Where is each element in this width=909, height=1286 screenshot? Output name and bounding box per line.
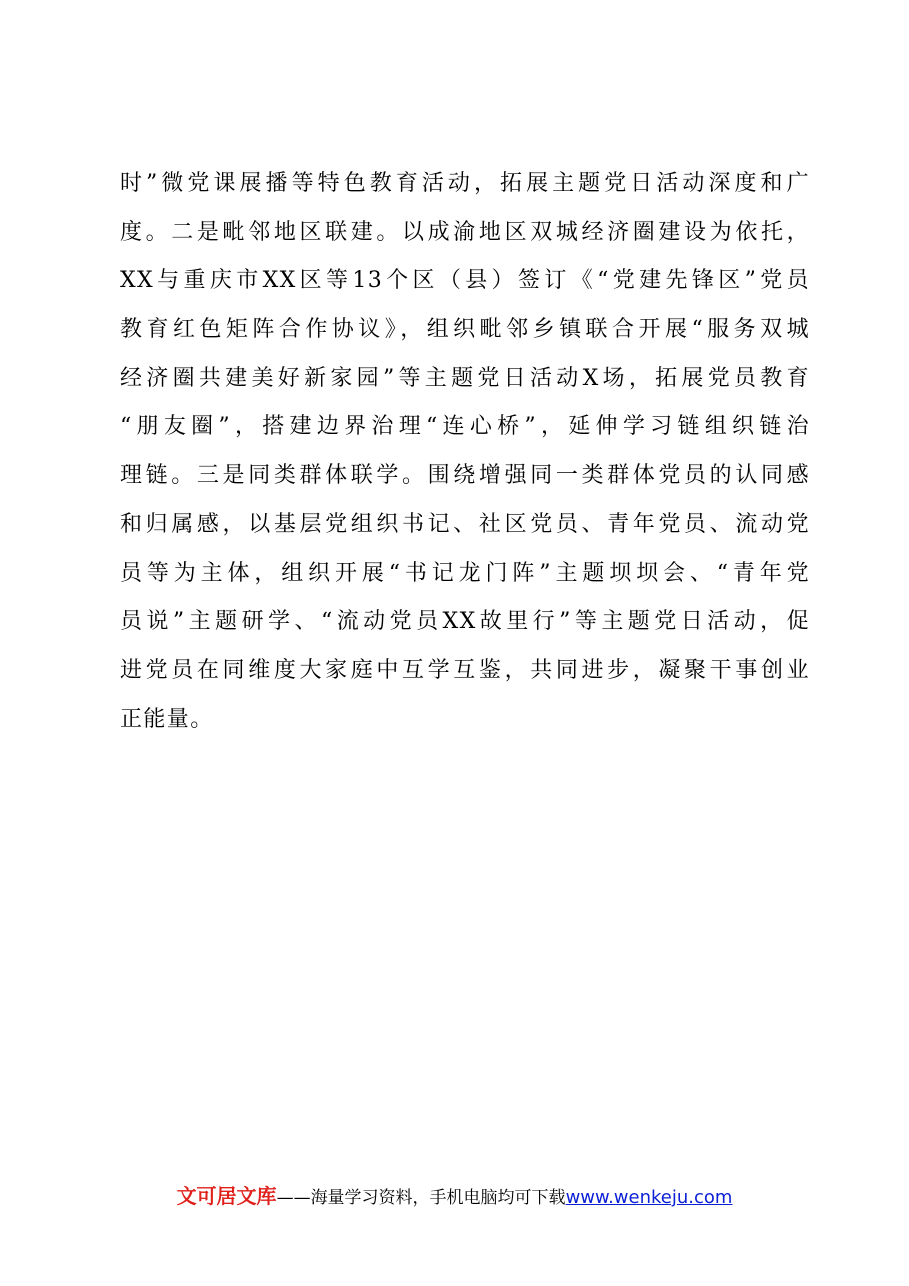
- text-line-12: 正能量。: [120, 706, 214, 732]
- text-line-2: 度。二是毗邻地区联建。以成渝地区双城经济圈建设为依托，: [120, 219, 810, 245]
- text-line-7: 理链。三是同类群体联学。围绕增强同一类群体党员的认同感: [120, 463, 810, 489]
- text-line-9: 员等为主体，组织开展“书记龙门阵”主题坝坝会、“青年党: [120, 560, 810, 586]
- text-line-4: 教育红色矩阵合作协议》，组织毗邻乡镇联合开展“服务双城: [120, 317, 810, 343]
- brand-name: 文可居文库: [176, 1184, 277, 1208]
- text-line-6: “朋友圈”，搭建边界治理“连心桥”，延伸学习链组织链治: [120, 414, 810, 440]
- text-line-5: 经济圈共建美好新家园”等主题党日活动X场，拓展党员教育: [120, 365, 810, 391]
- body-paragraph: [120, 160, 810, 744]
- text-line-3: XX与重庆市XX区等13个区（县）签订《“党建先锋区”党员: [120, 268, 810, 294]
- text-line-10: 员说”主题研学、“流动党员XX故里行”等主题党日活动，促: [120, 609, 810, 635]
- text-line-1: 时”微党课展播等特色教育活动，拓展主题党日活动深度和广: [120, 171, 810, 196]
- footer-slogan: ——海量学习资料，手机电脑均可下载: [276, 1188, 566, 1208]
- website-link[interactable]: www.wenkeju.com: [565, 1187, 733, 1208]
- text-line-8: 和归属感，以基层党组织书记、社区党员、青年党员、流动党: [120, 511, 810, 537]
- text-line-11: 进党员在同维度大家庭中互学互鉴，共同进步，凝聚干事创业: [120, 657, 810, 683]
- footer-banner: [0, 1180, 909, 1209]
